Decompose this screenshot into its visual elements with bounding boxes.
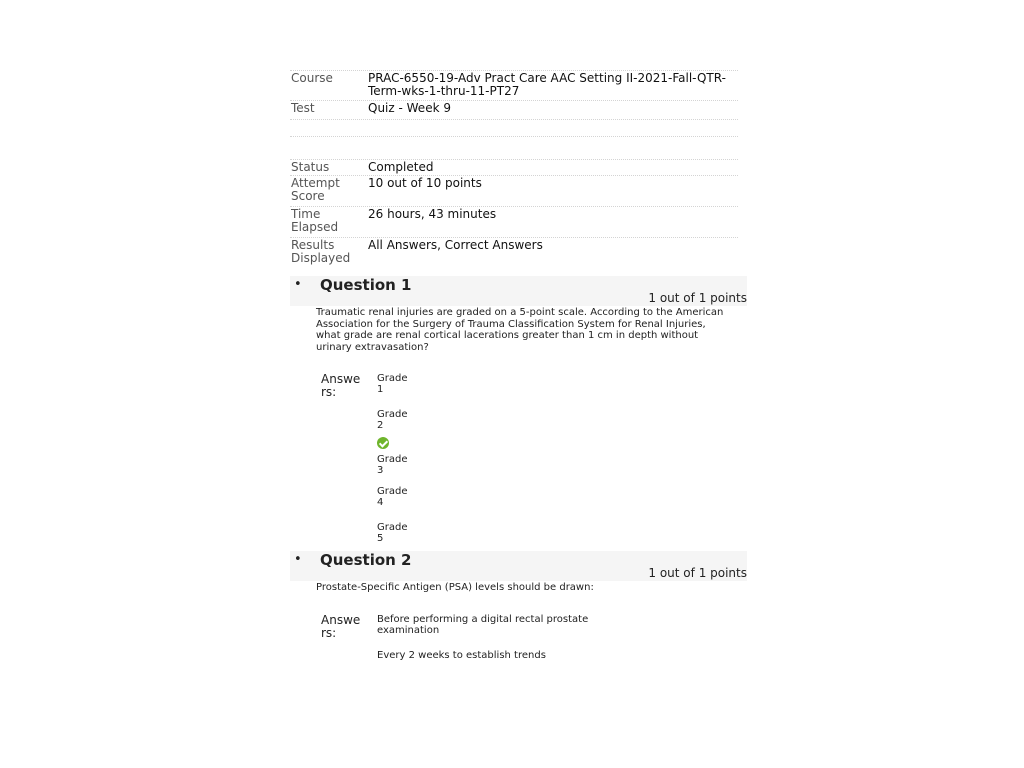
score-value: 10 out of 10 points [368,176,482,190]
answer-option-correct [377,437,411,476]
answer-option: Every 2 weeks to establish trends [377,650,546,661]
summary-row-test [290,100,738,119]
question-1-answers-label: Answers: [321,372,361,399]
question-2-answer-list [377,614,597,675]
question-1-header [290,276,747,306]
question-1-points: 1 out of 1 points [648,291,747,305]
status-label: Status [291,160,330,174]
answer-option: Before performing a digital rectal prostate examination [377,614,589,636]
answer-option: Grade 2 [377,409,408,431]
answer-option: Grade 4 [377,486,408,508]
question-2-points: 1 out of 1 points [648,566,747,580]
question-1-answer-list [377,373,411,558]
test-label: Test [291,101,315,115]
summary-row-status [290,159,738,175]
check-circle-icon [377,437,389,449]
summary-row-results [290,237,738,268]
summary-row-time [290,206,738,237]
time-value: 26 hours, 43 minutes [368,207,497,221]
question-2-header [290,551,747,581]
question-1-text: Traumatic renal injuries are graded on a 5-point scale. According to the American Association for the Surgery of Trauma Classification System for Renal Injuries, what grade are renal cortical lacerations greater than 1 cm in depth without urinary extravasation? [316,307,724,353]
course-value: PRAC-6550-19-Adv Pract Care AAC Setting II-2021-Fall-QTR-Term-wks-1-thru-11-PT27 [368,71,726,98]
answer-option: Grade 1 [377,373,408,395]
question-2-answers-label: Answers: [321,613,361,640]
summary-row-empty-2 [290,136,738,153]
answer-option: Grade 5 [377,522,408,544]
results-label: Results Displayed [291,238,351,265]
time-label: Time Elapsed [291,207,339,234]
answer-option-correct-label: Grade 3 [377,454,408,476]
status-value: Completed [368,160,434,174]
question-2-title: Question 2 [320,551,412,569]
summary-row-score [290,175,738,206]
course-label: Course [291,71,333,85]
question-1-title: Question 1 [320,276,412,294]
bullet: • [294,552,302,567]
attempt-summary [290,70,738,268]
question-2-text: Prostate-Specific Antigen (PSA) levels should be drawn: [316,582,594,593]
summary-row-empty-1 [290,119,738,136]
bullet: • [294,277,302,292]
score-label: Attempt Score [291,176,340,203]
summary-row-course [290,70,738,100]
results-value: All Answers, Correct Answers [368,238,543,252]
test-value: Quiz - Week 9 [368,101,451,115]
